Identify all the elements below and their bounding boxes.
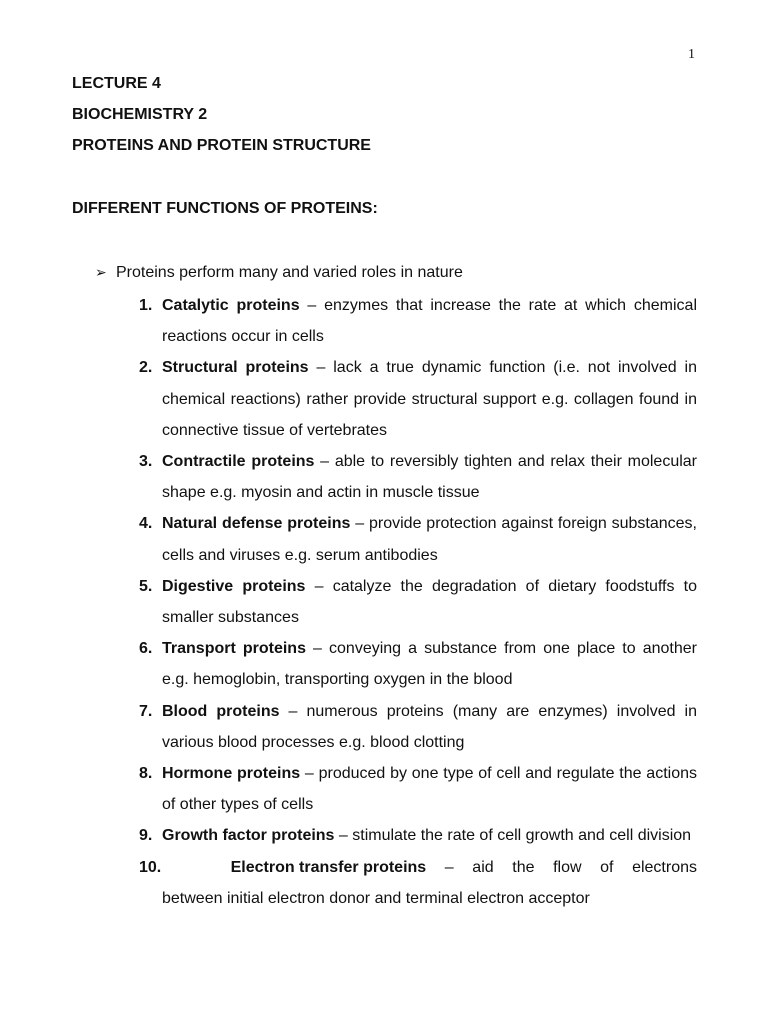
item-number: 6. <box>139 640 153 658</box>
item-term: Catalytic proteins <box>162 297 300 314</box>
item-term: Contractile proteins <box>162 453 315 471</box>
functions-list <box>139 290 697 914</box>
item-description: – produced by one type of cell and regulate the actions of other types of cells <box>162 765 698 814</box>
item-term: Structural proteins <box>162 359 309 377</box>
list-item <box>139 852 697 914</box>
item-description: – enzymes that increase the rate at which chemical reactions occur in cells <box>162 297 697 346</box>
list-item <box>139 820 697 851</box>
intro-bullet-text: Proteins perform many and varied roles in nature <box>116 264 463 281</box>
page-number: 1 <box>688 47 695 62</box>
item-description: – able to reversibly tighten and relax their molecular shape e.g. myosin and actin in muscle tissue <box>162 453 697 502</box>
list-item <box>139 352 697 446</box>
item-description-word: – <box>444 858 454 876</box>
item-description-word: aid <box>472 858 494 876</box>
item-number: 10. <box>139 858 162 876</box>
list-item <box>139 290 697 352</box>
list-item <box>139 446 697 508</box>
list-item <box>139 696 697 758</box>
arrow-bullet-icon: ➢ <box>95 264 107 280</box>
item-term-part: Electron transfer proteins <box>230 858 427 876</box>
item-description: – stimulate the rate of cell growth and cell division <box>334 827 692 845</box>
item-term: Natural defense proteins <box>162 515 351 533</box>
course-heading: BIOCHEMISTRY 2 <box>72 106 208 123</box>
list-item <box>139 758 697 820</box>
item-description: – numerous proteins (many are enzymes) involved in various blood processes e.g. blood clotting <box>162 702 697 751</box>
item-number: 5. <box>139 577 153 595</box>
topic-heading: PROTEINS AND PROTEIN STRUCTURE <box>72 137 371 154</box>
item-term: Digestive proteins <box>162 577 306 595</box>
item-number: 8. <box>139 765 153 783</box>
item-description: – catalyze the degradation of dietary foodstuffs to smaller substances <box>162 577 697 627</box>
section-heading: DIFFERENT FUNCTIONS OF PROTEINS: <box>72 200 378 217</box>
item-number: 4. <box>139 515 153 533</box>
item-10-second-line: between initial electron donor and terminal electron acceptor <box>162 889 590 907</box>
list-item <box>139 571 697 633</box>
list-item <box>139 508 697 570</box>
item-number: 1. <box>139 297 153 314</box>
item-description-word: flow <box>553 858 582 876</box>
lecture-heading: LECTURE 4 <box>72 75 161 92</box>
list-item <box>139 633 697 695</box>
item-term: Growth factor proteins <box>162 827 335 845</box>
intro-bullet <box>95 262 463 283</box>
item-term: Hormone proteins <box>162 765 301 783</box>
item-description-word: the <box>512 858 535 876</box>
item-description-word: electrons <box>632 858 697 876</box>
item-description: – provide protection against foreign substances, cells and viruses e.g. serum antibodies <box>162 515 697 564</box>
item-description: – lack a true dynamic function (i.e. not involved in chemical reactions) rather provide structural support e.g. collagen found in connective tissue of vertebrates <box>162 359 697 439</box>
item-term: Blood proteins <box>162 702 280 720</box>
item-number: 3. <box>139 453 153 471</box>
item-number: 2. <box>139 359 153 377</box>
item-description: – conveying a substance from one place to another e.g. hemoglobin, transporting oxygen in the blood <box>162 640 697 689</box>
item-number: 7. <box>139 702 153 720</box>
item-description-word: of <box>600 858 614 876</box>
item-term: Transport proteins <box>162 640 306 658</box>
item-number: 9. <box>139 827 153 845</box>
item-10-first-line <box>139 852 697 883</box>
